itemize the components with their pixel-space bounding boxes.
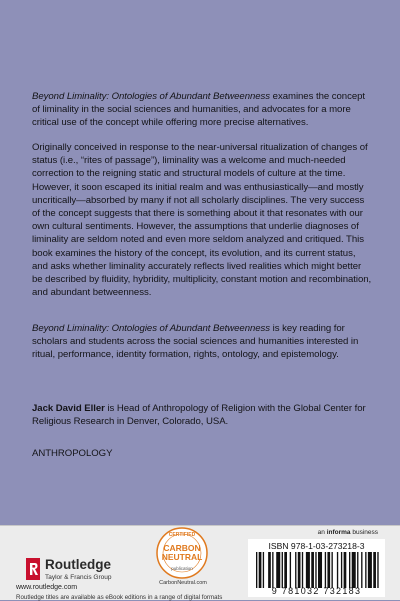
carbon-neutral-caption — [159, 580, 207, 587]
description-text: examines the concept of liminality in the social sciences and humanities, and advocates for a more critical use of the concept while offering more precise alternatives. — [32, 91, 366, 129]
publisher-url: www.routledge.com — [16, 584, 78, 591]
carbon-neutral-badge-icon — [152, 525, 212, 581]
informa-tagline — [318, 529, 378, 536]
barcode-bar — [263, 552, 264, 588]
barcode-bar — [290, 552, 291, 588]
barcode-bar — [295, 552, 296, 588]
barcode-bar — [377, 552, 378, 588]
barcode-bar — [282, 552, 283, 588]
publisher-name: Routledge — [45, 557, 111, 572]
barcode-bar — [298, 552, 301, 588]
barcode-bar — [352, 552, 356, 588]
barcode-bar — [361, 552, 362, 588]
barcode-bar — [272, 552, 273, 588]
back-cover-footer — [0, 525, 400, 600]
informa-prefix: an — [317, 529, 327, 536]
description-paragraph-3 — [32, 322, 372, 362]
barcode-bar — [373, 552, 376, 588]
barcode-bar — [311, 552, 314, 588]
subject-category: ANTHROPOLOGY — [32, 448, 113, 459]
publisher-subtitle: Taylor & Francis Group — [45, 574, 112, 581]
carbon-neutral-url: CarbonNeutral.com — [159, 580, 207, 586]
description-text: is key reading for scholars and students across the social sciences and humanities interested in ritual, performance, identity formation, rights, ontology, and epistemology. — [32, 323, 359, 361]
description-paragraph-1 — [32, 90, 372, 130]
barcode-bar — [268, 552, 271, 588]
barcode-bar — [357, 552, 358, 588]
barcode-bar — [284, 552, 287, 588]
isbn-label: ISBN 978-1-03-273218-3 — [268, 541, 365, 551]
book-title-italic: Beyond Liminality: Ontologies of Abundant Betweenness — [32, 323, 271, 334]
barcode-bar — [344, 552, 347, 588]
routledge-logo-icon — [26, 558, 40, 580]
barcode-bar — [315, 552, 316, 588]
description-text: Originally conceived in response to the near-universal ritualization of changes of status (i.e., “rites of passage”), liminality was a welcome and much-needed correction to the reigning static and structural models of culture at the time. However, it soon escaped its initial realm and was enthusiastically—and mostly uncritically—absorbed by many if not all scholarly disciplines. The very success of the concept suggests that there is something about it that resonates with our own cultural sentiments. However, the assumptions that underlie diagnoses of liminality are seldom noted and even more seldom analyzed and critiqued. This book examines the history of the concept, its evolution, and its current status, and asks whether liminality accurately reflects lived realities which might better be described by fluidity, hybridity, multiplicity, constant motion and recombination, and abundant betweenness. — [32, 142, 372, 299]
informa-suffix: business — [350, 529, 378, 536]
author-name: Jack David Eller — [32, 403, 105, 414]
book-title-italic: Beyond Liminality: Ontologies of Abundant Betweenness — [32, 91, 271, 102]
barcode-bar — [259, 552, 262, 588]
description-paragraph-2 — [32, 141, 372, 299]
barcode-bar — [349, 552, 350, 588]
badge-bottom-text: publication — [171, 566, 193, 571]
ebook-note: Routledge titles are available as eBook editions in a range of digital formats — [16, 594, 223, 601]
author-bio-text: is Head of Anthropology of Religion with the Global Center for Religious Research in Denver, Colorado, USA. — [32, 403, 366, 428]
barcode-bar — [341, 552, 342, 588]
barcode-icon — [256, 552, 380, 588]
badge-top-text: CERTIFIED — [168, 532, 196, 538]
barcode-bar — [327, 552, 330, 588]
barcode-bar — [302, 552, 303, 588]
barcode-digits: 9 781032 732183 — [271, 586, 362, 596]
barcode-bar — [306, 552, 310, 588]
badge-carbon-text: CARBON — [163, 543, 201, 553]
barcode-bar — [256, 552, 257, 588]
barcode-bar — [276, 552, 280, 588]
author-bio — [32, 402, 372, 428]
barcode-bar — [325, 552, 326, 588]
barcode-bar — [337, 552, 338, 588]
badge-neutral-text: NEUTRAL — [161, 552, 203, 562]
isbn-barcode-box — [248, 539, 385, 597]
barcode-bar — [365, 552, 366, 588]
barcode-bar — [318, 552, 322, 588]
barcode-bar — [368, 552, 372, 588]
barcode-bar — [331, 552, 332, 588]
informa-brand: informa — [326, 529, 351, 536]
